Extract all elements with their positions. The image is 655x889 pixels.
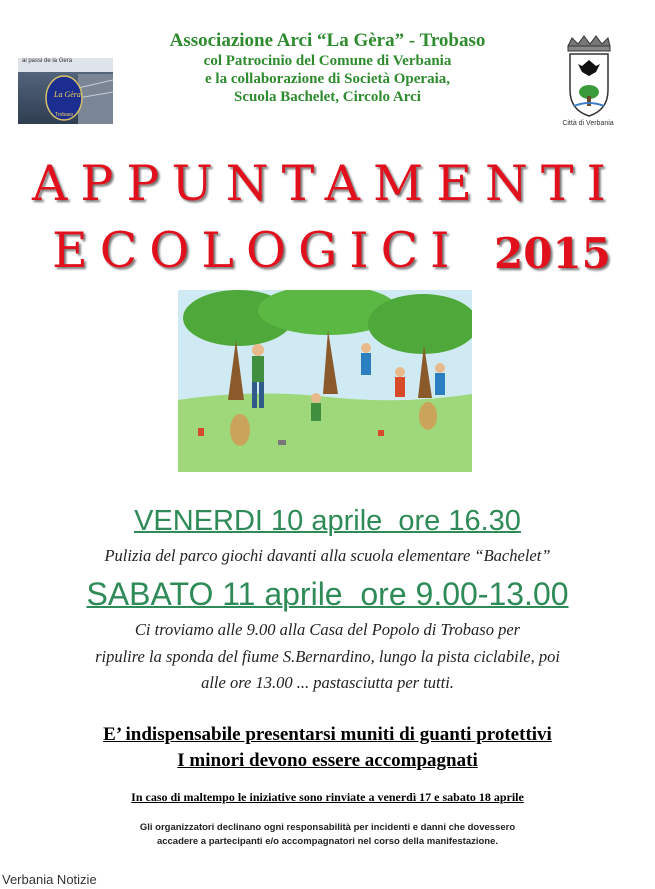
cleanup-illustration	[178, 290, 472, 472]
header-line-4: Scuola Bachelet, Circolo Arci	[234, 89, 421, 105]
event-1-heading: VENERDI 10 aprile ore 16.30	[134, 505, 521, 537]
logo-caption: ai passi de la Gera	[22, 58, 73, 64]
notice-minors: I minori devono essere accompagnati	[177, 750, 478, 771]
title-line-2: ECOLOGICI	[52, 222, 462, 279]
crest-caption: Città di Verbania	[562, 120, 614, 127]
event-2-description-2: ripulire la sponda del fiume S.Bernardino, lungo la pista ciclabile, poi	[95, 647, 560, 666]
disclaimer-line-2: accadere a partecipanti e/o accompagnatori nel corso della manifestazione.	[156, 836, 499, 847]
title-year: 2015	[494, 229, 611, 278]
event-2-description-3: alle ore 13.00 ... pastasciutta per tutti.	[201, 673, 454, 692]
event-2-description-1: Ci troviamo alle 9.00 alla Casa del Popolo di Trobaso per	[134, 620, 521, 639]
header-line-3: e la collaborazione di Società Operaia,	[205, 71, 450, 87]
logo-subtext: Trobaso	[55, 112, 74, 118]
event-1-description: Pulizia del parco giochi davanti alla scuola elementare “Bachelet”	[104, 546, 551, 565]
footer-watermark: Verbania Notizie	[2, 872, 97, 887]
title-line-1: APPUNTAMENTI	[32, 155, 619, 212]
logo-text: La Gèra	[54, 90, 81, 99]
event-2-heading: SABATO 11 aprile ore 9.00-13.00	[86, 576, 569, 612]
header-line-2: col Patrocinio del Comune di Verbania	[203, 53, 452, 69]
notice-gloves: E’ indispensabile presentarsi muniti di guanti protettivi	[103, 724, 552, 745]
header-line-1: Associazione Arci “La Gèra” - Trobaso	[169, 30, 486, 51]
weather-notice: In caso di maltempo le iniziative sono rinviate a venerdì 17 e sabato 18 aprile	[131, 790, 524, 804]
disclaimer-line-1: Gli organizzatori declinano ogni responsabilità per incidenti e danni che dovessero	[139, 822, 516, 833]
